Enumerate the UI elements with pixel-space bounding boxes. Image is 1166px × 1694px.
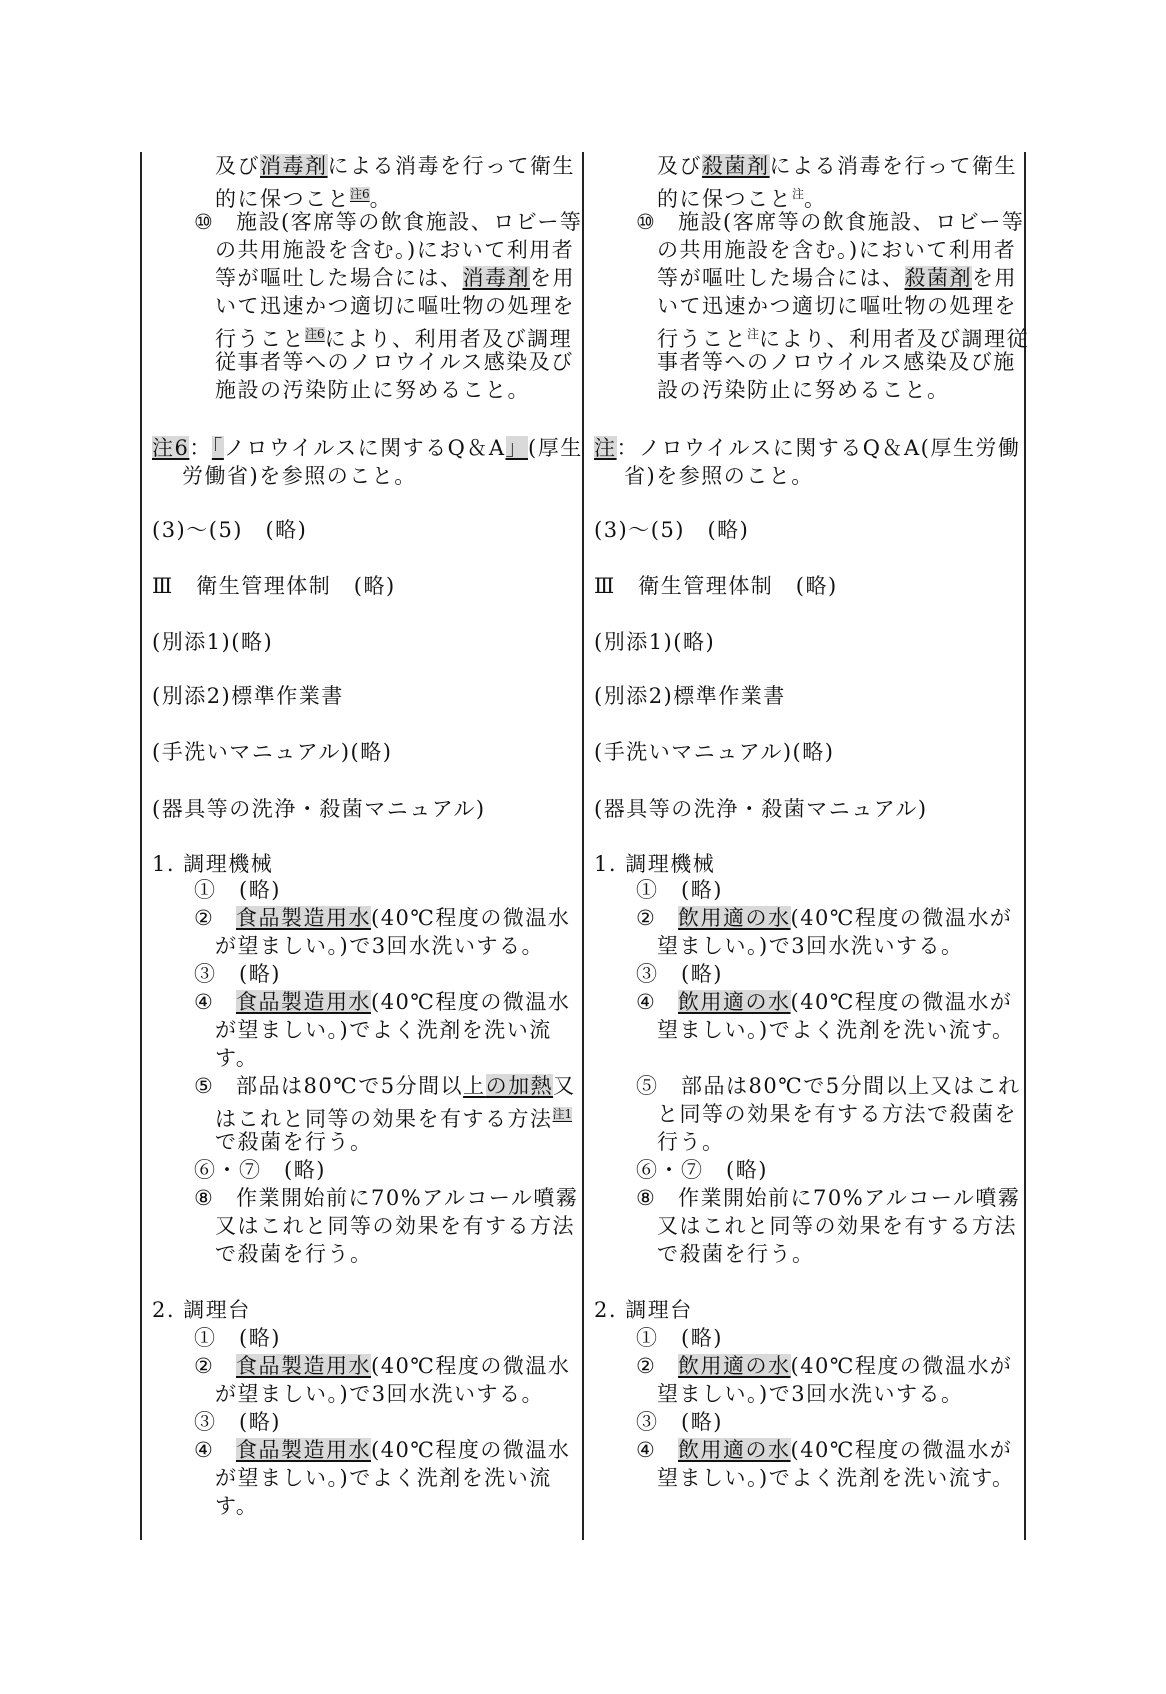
- section-3-5: (3)～(5) (略): [594, 518, 750, 542]
- hand-wash-manual: (手洗いマニュアル)(略): [594, 740, 835, 764]
- sec2-item2-line1: 食品製造用水(40℃程度の微温水: [236, 1354, 571, 1378]
- sec1-item5-number: ⑤: [194, 1074, 215, 1098]
- sec1-item2-line1: 飲用適の水(40℃程度の微温水が: [678, 906, 1013, 930]
- section-3-5: (3)～(5) (略): [152, 518, 308, 542]
- item9-line1: 及び殺菌剤による消毒を行って衛生: [657, 154, 1017, 178]
- sec1-item2-line2: が望ましい。)で3回水洗いする。: [215, 934, 545, 958]
- item10-line4: いて迅速かつ適切に嘔吐物の処理を: [657, 294, 1017, 318]
- sec2-item4-line3: す。: [215, 1494, 259, 1518]
- sec1-item8-number: ⑧: [636, 1186, 657, 1210]
- attachment-2: (別添2)標準作業書: [594, 684, 786, 708]
- equipment-manual: (器具等の洗浄・殺菌マニュアル): [152, 797, 486, 821]
- item10-line6: 従事者等へのノロウイルス感染及び: [215, 350, 574, 374]
- item9-line2: 的に保つこと$^{注6}$。: [215, 187, 393, 211]
- sec1-item4-line2: 望ましい。)でよく洗剤を洗い流す。: [657, 1018, 1015, 1042]
- item10-line7: 施設の汚染防止に努めること。: [215, 378, 530, 402]
- item10-number: ⑩: [636, 210, 657, 234]
- item10-number: ⑩: [194, 210, 215, 234]
- sec1-item8-line2: 又はこれと同等の効果を有する方法: [657, 1214, 1017, 1238]
- item10-line5: 行うこと$^注$により、利用者及び調理従: [657, 327, 1030, 351]
- sec1-item1: ① (略): [194, 878, 281, 902]
- sec2-item2-line2: が望ましい。)で3回水洗いする。: [215, 1382, 545, 1406]
- sec1-item4-line1: 食品製造用水(40℃程度の微温水: [236, 990, 571, 1014]
- sec2-item4-line2: が望ましい。)でよく洗剤を洗い流: [215, 1466, 552, 1490]
- note-line2: 省)を参照のこと。: [624, 464, 814, 488]
- section-iii: Ⅲ 衛生管理体制 (略): [152, 574, 396, 598]
- attachment-1: (別添1)(略): [594, 630, 716, 654]
- sec2-item4-line1: 飲用適の水(40℃程度の微温水が: [678, 1438, 1013, 1462]
- sec1-item4-line3: す。: [215, 1046, 259, 1070]
- item10-line7: 設の汚染防止に努めること。: [657, 378, 950, 402]
- item10-line3: 等が嘔吐した場合には、殺菌剤を用: [657, 266, 1017, 290]
- sec1-item4-number: ④: [636, 990, 657, 1014]
- note-ref: 注: [792, 187, 805, 201]
- item10-line3: 等が嘔吐した場合には、消毒剤を用: [215, 266, 575, 290]
- sec2-title: 2. 調理台: [594, 1298, 693, 1322]
- sec1-item6-7: ⑥・⑦ (略): [194, 1158, 326, 1182]
- note6-line2: 労働省)を参照のこと。: [182, 464, 417, 488]
- sec2-item3: ③ (略): [636, 1410, 723, 1434]
- sec1-item2-line1: 食品製造用水(40℃程度の微温水: [236, 906, 571, 930]
- sec2-item1: ① (略): [636, 1326, 723, 1350]
- item10-line1: 施設(客席等の飲食施設、ロビー等: [678, 210, 1025, 234]
- sec1-item5-line3: で殺菌を行う。: [215, 1130, 373, 1154]
- sec1-item5-line1: 部品は80℃で5分間以上の加熱又: [236, 1074, 576, 1098]
- table-divider: [582, 152, 584, 1540]
- table-border-right: [1024, 152, 1026, 1540]
- attachment-1: (別添1)(略): [152, 630, 274, 654]
- sec1-title: 1. 調理機械: [152, 852, 274, 876]
- sec1-item4-line2: が望ましい。)でよく洗剤を洗い流: [215, 1018, 552, 1042]
- item10-line4: いて迅速かつ適切に嘔吐物の処理を: [215, 294, 575, 318]
- sec1-item2-line2: 望ましい。)で3回水洗いする。: [657, 934, 964, 958]
- sec1-item3: ③ (略): [194, 962, 281, 986]
- sec1-item5-line1: ⑤ 部品は80℃で5分間以上又はこれ: [636, 1074, 1021, 1098]
- note-ref: 注6: [305, 327, 325, 341]
- sec2-item2-line2: 望ましい。)で3回水洗いする。: [657, 1382, 964, 1406]
- item10-line2: の共用施設を含む。)において利用者: [657, 238, 1017, 262]
- sec1-item4-number: ④: [194, 990, 215, 1014]
- sec2-item4-number: ④: [194, 1438, 215, 1462]
- sec1-item3: ③ (略): [636, 962, 723, 986]
- comparison-table: [140, 152, 1030, 1540]
- note-ref: 注6: [350, 187, 370, 201]
- sec1-item1: ① (略): [636, 878, 723, 902]
- item9-line2: 的に保つこと$^注$。: [657, 187, 827, 211]
- sec1-item8-line2: 又はこれと同等の効果を有する方法: [215, 1214, 575, 1238]
- sec1-item8-line3: で殺菌を行う。: [215, 1242, 373, 1266]
- hand-wash-manual: (手洗いマニュアル)(略): [152, 740, 393, 764]
- item10-line1: 施設(客席等の飲食施設、ロビー等: [236, 210, 583, 234]
- note-line1: 注：ノロウイルスに関するQ＆A(厚生労働: [594, 436, 1021, 460]
- item10-line5: 行うこと$^{注6}$により、利用者及び調理: [215, 327, 573, 351]
- sec2-item4-number: ④: [636, 1438, 657, 1462]
- sec2-title: 2. 調理台: [152, 1298, 251, 1322]
- sec1-item2-number: ②: [194, 906, 215, 930]
- sec1-item6-7: ⑥・⑦ (略): [636, 1158, 768, 1182]
- note-ref: 注: [747, 327, 760, 341]
- item9-line1: 及び消毒剤による消毒を行って衛生: [215, 154, 575, 178]
- sec2-item2-number: ②: [636, 1354, 657, 1378]
- equipment-manual: (器具等の洗浄・殺菌マニュアル): [594, 797, 928, 821]
- sec2-item3: ③ (略): [194, 1410, 281, 1434]
- note-ref: 注1: [552, 1107, 573, 1121]
- sec2-item2-line1: 飲用適の水(40℃程度の微温水が: [678, 1354, 1013, 1378]
- sec2-item1: ① (略): [194, 1326, 281, 1350]
- item10-line6: 事者等へのノロウイルス感染及び施: [657, 350, 1016, 374]
- sec1-item8-line1: 作業開始前に70%アルコール噴霧: [678, 1186, 1021, 1210]
- sec1-item5-line2: と同等の効果を有する方法で殺菌を: [657, 1102, 1017, 1126]
- section-iii: Ⅲ 衛生管理体制 (略): [594, 574, 838, 598]
- sec1-item4-line1: 飲用適の水(40℃程度の微温水が: [678, 990, 1013, 1014]
- sec2-item4-line2: 望ましい。)でよく洗剤を洗い流す。: [657, 1466, 1015, 1490]
- item10-line2: の共用施設を含む。)において利用者: [215, 238, 575, 262]
- table-border-left: [140, 152, 142, 1540]
- sec1-item5-line2: はこれと同等の効果を有する方法$^{注1}$: [215, 1107, 573, 1131]
- sec1-item8-line1: 作業開始前に70%アルコール噴霧: [236, 1186, 579, 1210]
- sec1-item5-line3: 行う。: [657, 1130, 725, 1154]
- attachment-2: (別添2)標準作業書: [152, 684, 344, 708]
- sec1-item2-number: ②: [636, 906, 657, 930]
- sec1-title: 1. 調理機械: [594, 852, 716, 876]
- sec1-item8-line3: で殺菌を行う。: [657, 1242, 815, 1266]
- sec2-item2-number: ②: [194, 1354, 215, 1378]
- note6-line1: 注6：「ノロウイルスに関するQ＆A」(厚生: [152, 436, 583, 460]
- sec2-item4-line1: 食品製造用水(40℃程度の微温水: [236, 1438, 571, 1462]
- sec1-item8-number: ⑧: [194, 1186, 215, 1210]
